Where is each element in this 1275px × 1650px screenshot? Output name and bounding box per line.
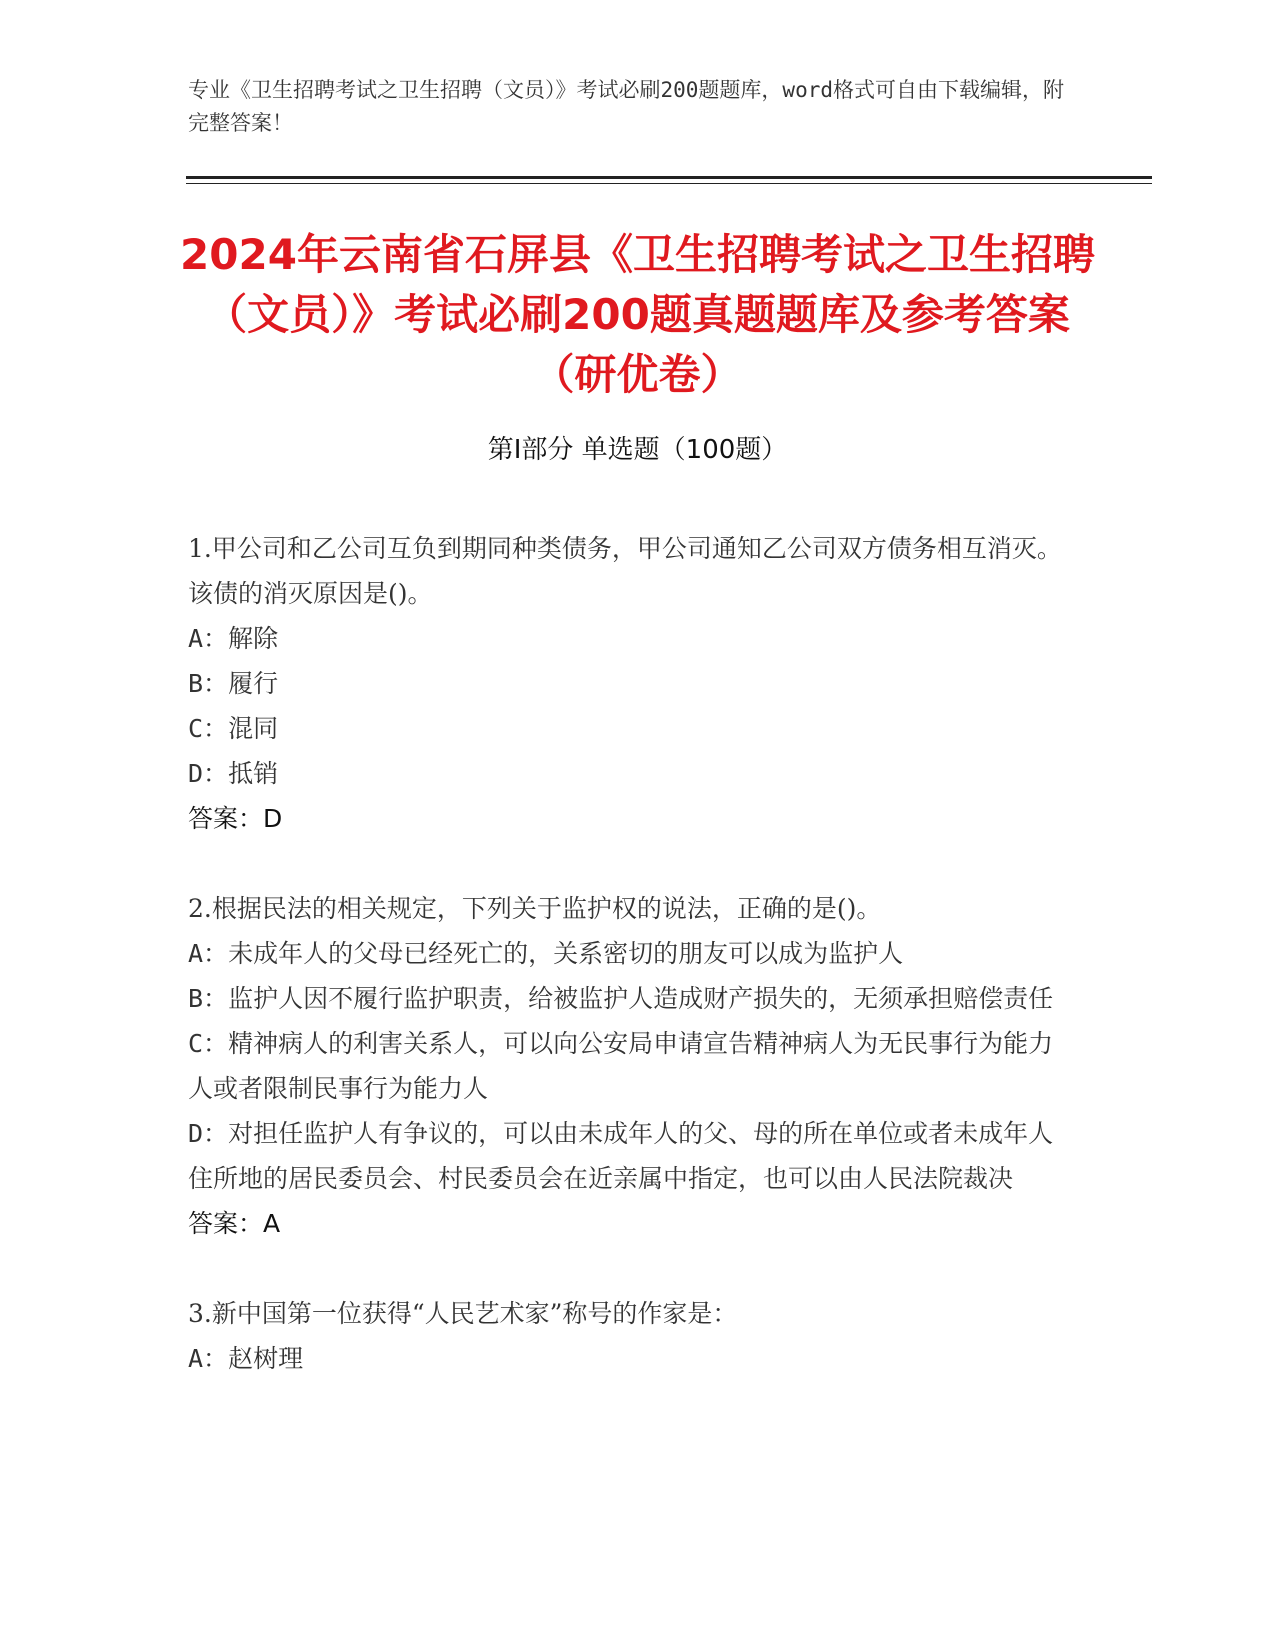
question-text: 2.根据民法的相关规定，下列关于监护权的说法，正确的是()。	[188, 894, 882, 923]
document-title: 2024年云南省石屏县《卫生招聘考试之卫生招聘（文员）》考试必刷200题真题题库及参考答案（研优卷）	[180, 230, 1095, 399]
option-key: C：	[188, 1029, 229, 1058]
option-key: D：	[188, 759, 229, 788]
option-key: D：	[188, 1119, 229, 1148]
option-a	[188, 616, 1068, 661]
option-text: 精神病人的利害关系人，可以向公安局申请宣告精神病人为无民事行为能力人或者限制民事行为能力人	[188, 1029, 1054, 1103]
option-key: C：	[188, 714, 229, 743]
option-d	[188, 751, 1068, 796]
question-2	[188, 886, 1068, 1246]
header-note: 专业《卫生招聘考试之卫生招聘（文员）》考试必刷200题题库，word格式可自由下载编辑，附完整答案！	[188, 78, 1064, 135]
option-c	[188, 1021, 1068, 1111]
option-text: 抵销	[228, 759, 279, 788]
header-rule-thin	[186, 183, 1152, 184]
option-key: B：	[188, 984, 229, 1013]
question-1	[188, 526, 1068, 841]
section-heading: 第Ⅰ部分 单选题（100题）	[487, 435, 788, 465]
answer-line: 答案：D	[188, 804, 283, 833]
option-b	[188, 976, 1068, 1021]
option-a	[188, 931, 1068, 976]
option-text: 解除	[228, 624, 279, 653]
option-text: 混同	[228, 714, 279, 743]
option-key: A：	[188, 939, 229, 968]
option-b	[188, 661, 1068, 706]
option-key: A：	[188, 624, 229, 653]
question-3	[188, 1291, 1068, 1381]
option-a	[188, 1336, 1068, 1381]
option-text: 未成年人的父母已经死亡的，关系密切的朋友可以成为监护人	[228, 939, 904, 968]
option-key: A：	[188, 1344, 229, 1373]
option-text: 对担任监护人有争议的，可以由未成年人的父、母的所在单位或者未成年人住所地的居民委员会、村民委员会在近亲属中指定，也可以由人民法院裁决	[188, 1119, 1054, 1193]
option-key: B：	[188, 669, 229, 698]
option-text: 赵树理	[228, 1344, 304, 1373]
option-text: 履行	[228, 669, 279, 698]
question-list	[188, 526, 1068, 1426]
header-rule-thick	[186, 176, 1152, 179]
question-text: 3.新中国第一位获得“人民艺术家”称号的作家是：	[188, 1299, 738, 1328]
answer-line: 答案：A	[188, 1209, 281, 1238]
question-text: 1.甲公司和乙公司互负到期同种类债务，甲公司通知乙公司双方债务相互消灭。该债的消灭原因是()。	[188, 534, 1062, 608]
option-text: 监护人因不履行监护职责，给被监护人造成财产损失的，无须承担赔偿责任	[228, 984, 1054, 1013]
option-c	[188, 706, 1068, 751]
option-d	[188, 1111, 1068, 1201]
